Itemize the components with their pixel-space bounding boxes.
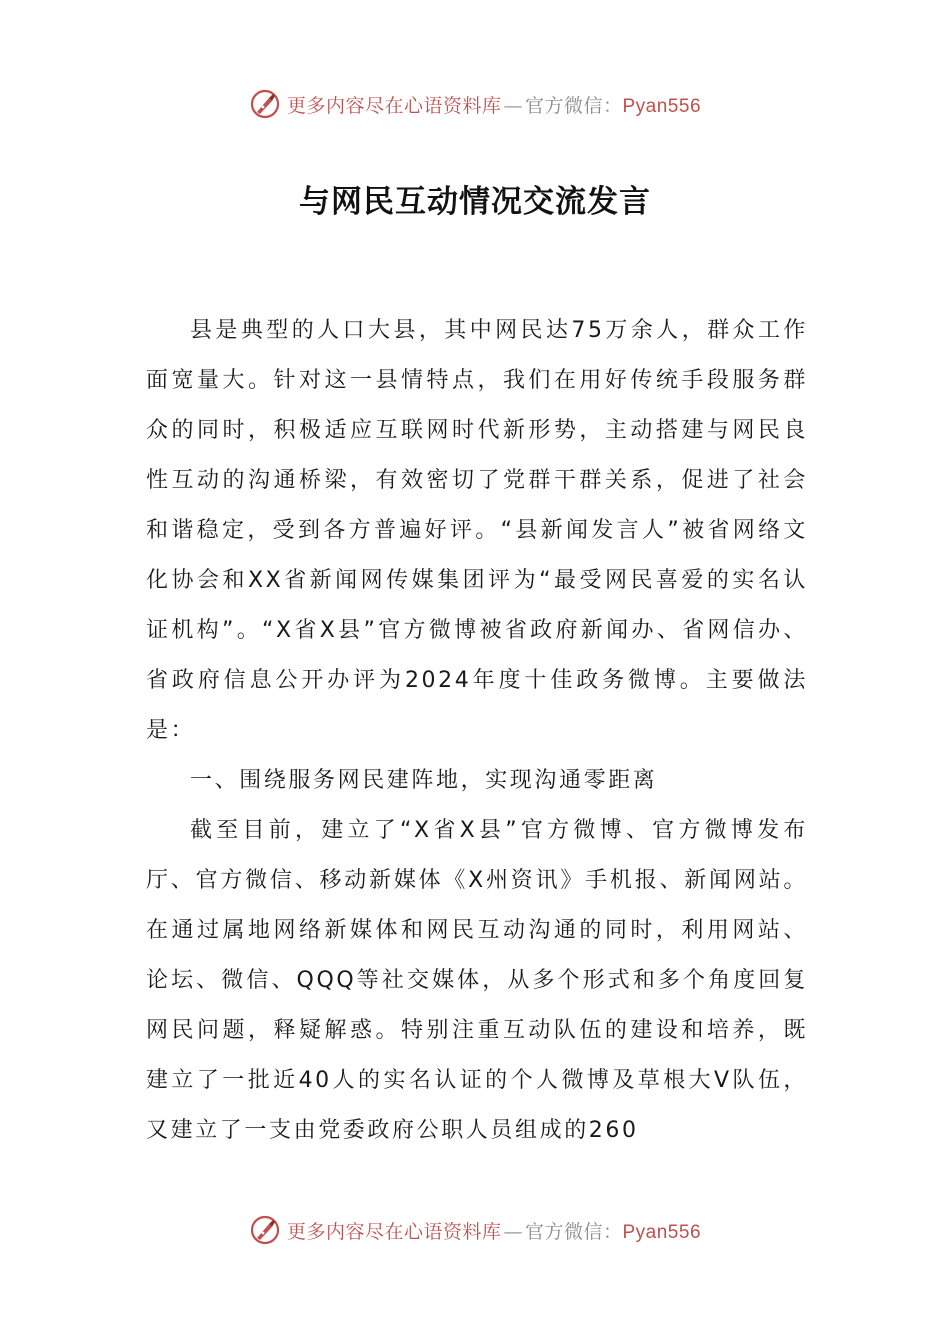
footer-watermark bbox=[0, 1210, 950, 1250]
watermark-inner bbox=[249, 88, 701, 120]
watermark-wechat-id: Pyan556 bbox=[622, 95, 702, 117]
pen-nib-logo-icon bbox=[249, 88, 281, 120]
section-heading-1: 一、围绕服务网民建阵地，实现沟通零距离 bbox=[190, 768, 658, 793]
header-watermark bbox=[0, 84, 950, 124]
paragraph-intro: 县是典型的人口大县，其中网民达75万余人，群众工作面宽量大。针对这一县情特点，我们在用好传统手段服务群众的同时，积极适应互联网时代新形势，主动搭建与网民良性互动的沟通桥梁，有效密切了党群干群关系，促进了社会和谐稳定，受到各方普遍好评。“县新闻发言人”被省网络文化协会和XX省新闻网传媒集团评为“最受网民喜爱的实名认证机构”。“X省X县”官方微博被省政府新闻办、省网信办、省政府信息公开办评为2024年度十佳政务微博。主要做法是： bbox=[146, 318, 808, 743]
watermark-wechat-label: 官方微信： bbox=[524, 1220, 623, 1243]
pen-nib-logo-icon bbox=[249, 1214, 281, 1246]
watermark-brand: 更多内容尽在心语资料库 bbox=[286, 1220, 502, 1243]
watermark-wechat-id: Pyan556 bbox=[622, 1221, 702, 1243]
watermark-brand: 更多内容尽在心语资料库 bbox=[286, 94, 502, 117]
watermark-text bbox=[287, 1217, 701, 1244]
paragraph-section-1: 截至目前，建立了“X省X县”官方微博、官方微博发布厅、官方微信、移动新媒体《X州资讯》手机报、新闻网站。在通过属地网络新媒体和网民互动沟通的同时，利用网站、论坛、微信、QQQ等社交媒体，从多个形式和多个角度回复网民问题，释疑解惑。特别注重互动队伍的建设和培养，既建立了一批近40人的实名认证的个人微博及草根大V队伍，又建立了一支由党委政府公职人员组成的260 bbox=[146, 818, 808, 1143]
watermark-dash: — bbox=[503, 1220, 523, 1243]
watermark-wechat-label: 官方微信： bbox=[524, 94, 623, 117]
document-body bbox=[146, 306, 808, 1156]
watermark-inner bbox=[249, 1214, 701, 1246]
watermark-dash: — bbox=[503, 94, 523, 117]
watermark-text bbox=[287, 91, 701, 118]
document-title: 与网民互动情况交流发言 bbox=[299, 184, 651, 220]
